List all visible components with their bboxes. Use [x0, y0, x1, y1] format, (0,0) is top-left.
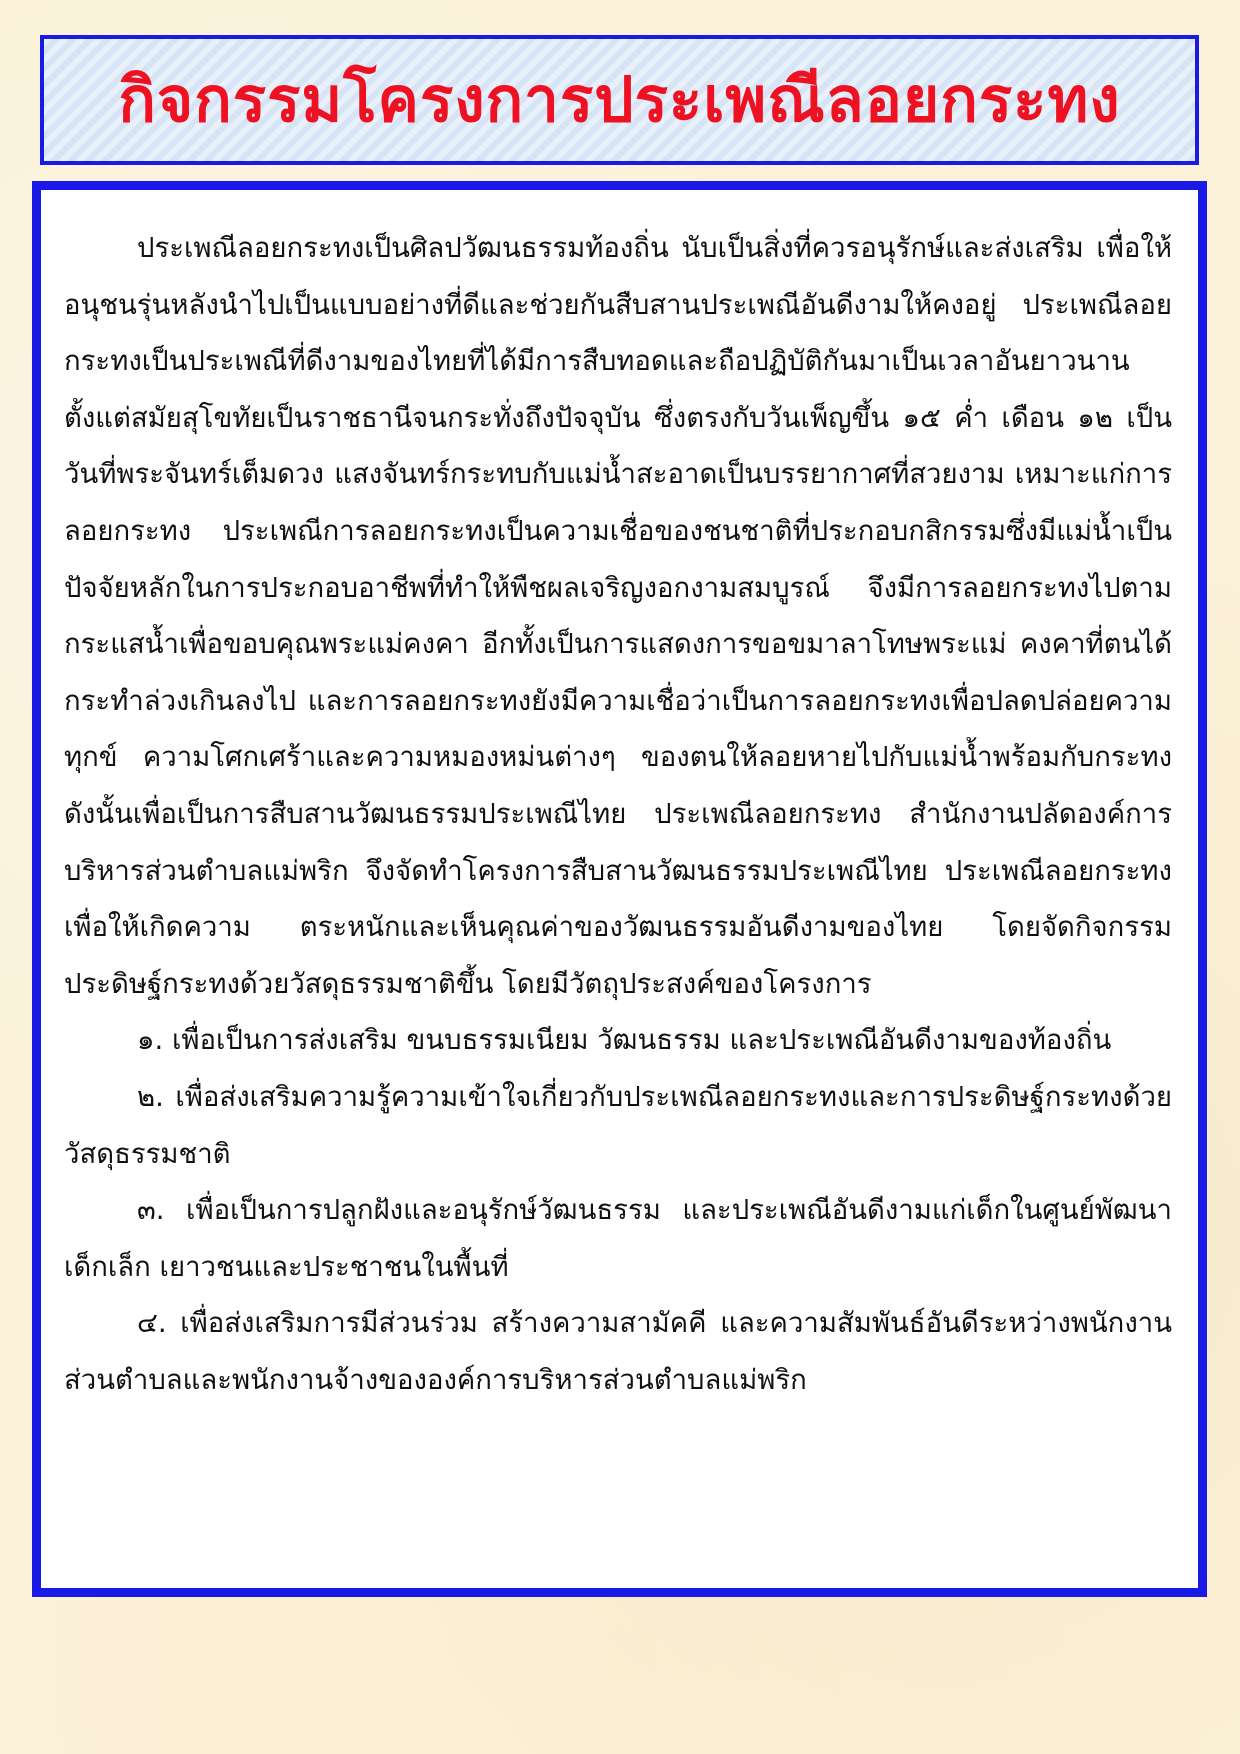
title-banner: [40, 35, 1199, 165]
content-panel: [32, 181, 1207, 1597]
objective-2: ๒. เพื่อส่งเสริมความรู้ความเข้าใจเกี่ยวกับประเพณีลอยกระทงและการประดิษฐ์กระทงด้วยวัสดุธรรมชาติ: [64, 1080, 1172, 1170]
intro-paragraph: ประเพณีลอยกระทงเป็นศิลปวัฒนธรรมท้องถิ่น นับเป็นสิ่งที่ควรอนุรักษ์และส่งเสริม เพื่อให้อนุชนรุ่นหลังนำไปเป็นแบบอย่างที่ดีและช่วยกันสืบสานประเพณีอันดีงามให้คงอยู่ ประเพณีลอยกระทงเป็นประเพณีที่ดีงามของไทยที่ได้มีการสืบทอดและถือปฏิบัติกันมาเป็นเวลาอันยาวนาน ตั้งแต่สมัยสุโขทัยเป็นราชธานีจนกระทั่งถึงปัจจุบัน ซึ่งตรงกับวันเพ็ญขึ้น ๑๕ ค่ำ เดือน ๑๒ เป็นวันที่พระจันทร์เต็มดวง แสงจันทร์กระทบกับแม่น้ำสะอาดเป็นบรรยากาศที่สวยงาม เหมาะแก่การลอยกระทง ประเพณีการลอยกระทงเป็นความเชื่อของชนชาติที่ประกอบกสิกรรมซึ่งมีแม่น้ำเป็นปัจจัยหลักในการประกอบอาชีพที่ทำให้พืชผลเจริญงอกงามสมบูรณ์ จึงมีการลอยกระทงไปตาม กระแสน้ำเพื่อขอบคุณพระแม่คงคา อีกทั้งเป็นการแสดงการขอขมาลาโทษพระแม่ คงคาที่ตนได้กระทำล่วงเกินลงไป และการลอยกระทงยังมีความเชื่อว่าเป็นการลอยกระทงเพื่อปลดปล่อยความทุกข์ ความโศกเศร้าและความหมองหม่นต่างๆ ของตนให้ลอยหายไปกับแม่น้ำพร้อมกับกระทง ดังนั้นเพื่อเป็นการสืบสานวัฒนธรรมประเพณีไทย ประเพณีลอยกระทง สำนักงานปลัดองค์การ บริหารส่วนตำบลแม่พริก จึงจัดทำโครงการสืบสานวัฒนธรรมประเพณีไทย ประเพณีลอยกระทงเพื่อให้เกิดความ ตระหนักและเห็นคุณค่าของวัฒนธรรมอันดีงามของไทย โดยจัดกิจกรรมประดิษฐ์กระทงด้วยวัสดุธรรมชาติขึ้น โดยมีวัตถุประสงค์ของโครงการ: [64, 232, 1172, 1000]
objective-1: ๑. เพื่อเป็นการส่งเสริม ขนบธรรมเนียม วัฒนธรรม และประเพณีอันดีงามของท้องถิ่น: [137, 1024, 1112, 1057]
page-title: กิจกรรมโครงการประเพณีลอยกระทง: [118, 63, 1121, 136]
objective-4: ๔. เพื่อส่งเสริมการมีส่วนร่วม สร้างความสามัคคี และความสัมพันธ์อันดีระหว่างพนักงานส่วนตำบลและพนักงานจ้างขององค์การบริหารส่วนตำบลแม่พริก: [64, 1307, 1172, 1396]
objective-3: ๓. เพื่อเป็นการปลูกฝังและอนุรักษ์วัฒนธรรม และประเพณีอันดีงามแก่เด็กในศูนย์พัฒนาเด็กเล็ก เยาวชนและประชาชนในพื้นที่: [64, 1194, 1172, 1283]
